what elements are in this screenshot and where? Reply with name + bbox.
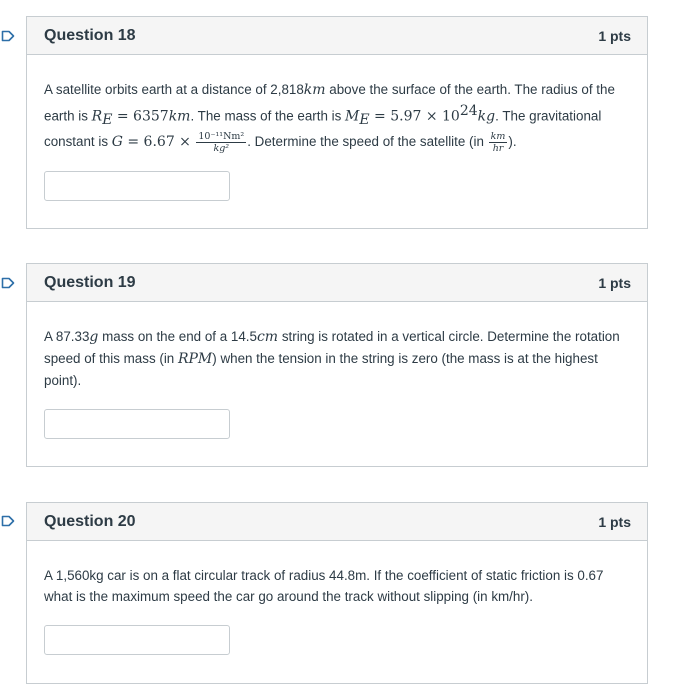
question-header bbox=[27, 503, 647, 541]
question-20 bbox=[26, 502, 648, 684]
question-header bbox=[27, 17, 647, 55]
question-text: A 1,560kg car is on a flat circular track of radius 44.8m. If the coefficient of static friction is 0.67 what is the maximum speed the car go around the track without slipping (in km/hr). bbox=[44, 568, 604, 604]
flag-question-icon[interactable] bbox=[1, 515, 15, 527]
question-points: 1 pts bbox=[598, 513, 631, 530]
question-title: Question 19 bbox=[44, 273, 136, 291]
question-text: A 87.33g mass on the end of a 14.5cm string is rotated in a vertical circle. Determine the rotation speed of this mass (in RPM) when the tension in the string is zero (the mass is at the highest point). bbox=[44, 329, 620, 388]
question-points: 1 pts bbox=[598, 27, 631, 44]
answer-input[interactable] bbox=[44, 409, 230, 439]
flag-question-icon[interactable] bbox=[1, 30, 15, 42]
question-text: A satellite orbits earth at a distance of 2,818km above the surface of the earth. The radius of the earth is $R_E = 6357km$. The mass of the earth is $M_E = 5.97 \times 10^{24}kg$. The gravitational constant is G = 6.67 × $\frac{\text{10⁻¹¹Nm²}}{\text{kg²}}$ . Determine the speed of the satellite (in $\frac{km}{hr}$ ). bbox=[44, 82, 615, 155]
question-header bbox=[27, 264, 647, 302]
question-title: Question 20 bbox=[44, 512, 136, 530]
unit-fraction: $\frac{km}{hr}$ bbox=[490, 131, 506, 155]
flag-question-icon[interactable] bbox=[1, 277, 15, 289]
answer-input[interactable] bbox=[44, 171, 230, 201]
question-19 bbox=[26, 263, 648, 467]
question-points: 1 pts bbox=[598, 274, 631, 291]
question-title: Question 18 bbox=[44, 26, 136, 44]
answer-input[interactable] bbox=[44, 625, 230, 655]
question-18 bbox=[26, 16, 648, 229]
fraction: $\frac{\text{10⁻¹¹Nm²}}{\text{kg²}}$ bbox=[198, 131, 245, 155]
